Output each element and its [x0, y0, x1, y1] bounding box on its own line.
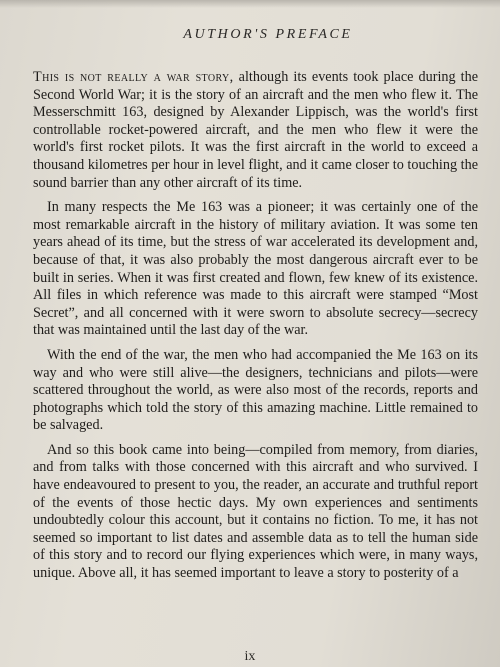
page-edge-shadow: [0, 0, 500, 8]
page-number: ix: [244, 649, 256, 664]
paragraph-2: In many respects the Me 163 was a pioneer; it was certainly one of the most remarkable aircraft in the history of military aviation. It was some ten years ahead of its time, but the stress of war accelerated its development and, because of that, it was also probably the most dangerous aircraft ever to be built in series. When it was first created and flown, few knew of its existence. All files in which reference was made to this aircraft were stamped “Most Secret”, and all concerned with it were sworn to absolute secrecy—secrecy that was maintained until the last day of the war.: [33, 199, 478, 339]
paragraph-text: although its events took place during the Second World War; it is the story of an aircraft and the men who flew it. The Messerschmitt 163, designed by Alexander Lippisch, was the world's first controllable rocket-powered aircraft, and the men who flew it were the world's first rocket pilots. It was the first aircraft in the world to exceed a thousand kilometres per hour in level flight, and it came closer to touching the sound barrier than any other aircraft of its time.: [33, 69, 478, 191]
body-text: [33, 69, 478, 590]
paragraph-4: And so this book came into being—compiled from memory, from diaries, and from talks with those concerned with this aircraft and who survived. I have endeavoured to present to you, the reader, an accurate and truthful report of the events of those hectic days. My own experiences and sentiments undoubtedly colour this account, but it contains no fiction. To me, it has not seemed so important to list dates and assemble data as to tell the human side of this story and to record our flying experiences which were, in many ways, unique. Above all, it has seemed important to leave a story to posterity of a: [33, 441, 478, 582]
paragraph-1: [33, 69, 478, 192]
page-heading: AUTHOR'S PREFACE: [183, 27, 353, 42]
paragraph-lead-in: This is not really a war story,: [33, 69, 234, 85]
paragraph-3: With the end of the war, the men who had accompanied the Me 163 on its way and who were still alive—the designers, technicians and pilots—were scattered throughout the world, as were also most of the records, reports and photographs which told the story of this amazing machine. Little remained to be salvaged.: [33, 346, 478, 434]
